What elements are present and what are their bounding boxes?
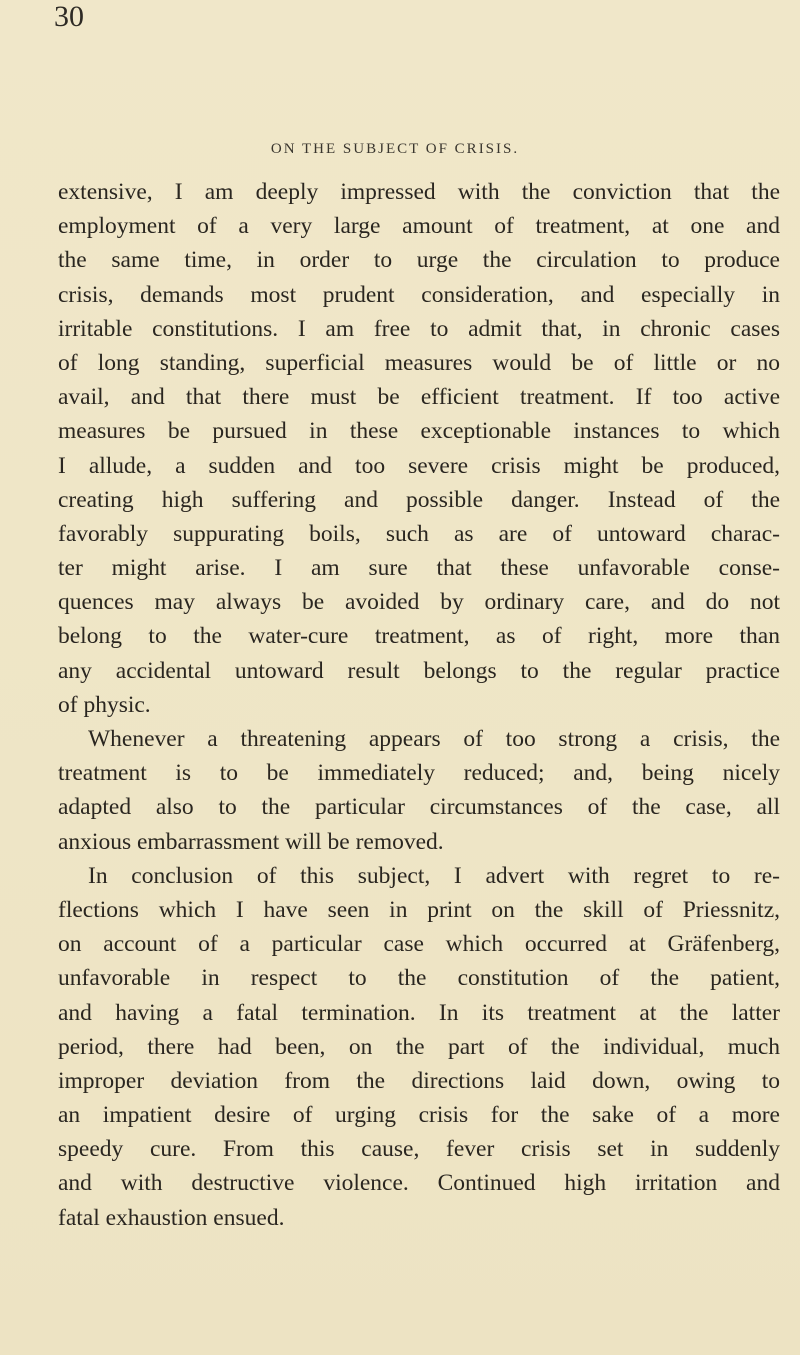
text-line: measures be pursued in these exceptionable instances to which [58,418,780,445]
text-line: In conclusion of this subject, I advert with regret to re- [88,862,780,889]
text-line: speedy cure. From this cause, fever crisis set in suddenly [58,1136,780,1163]
text-line: flections which I have seen in print on the skill of Priessnitz, [58,896,780,923]
text-line: anxious embarrassment will be removed. [58,828,444,855]
text-line: creating high suffering and possible danger. Instead of the [58,486,780,513]
text-line: on account of a particular case which occurred at Gräfenberg, [58,931,780,958]
text-line: employment of a very large amount of treatment, at one and [58,213,780,240]
text-line: treatment is to be immediately reduced; and, being nicely [58,760,780,787]
text-line: I allude, a sudden and too severe crisis might be produced, [58,452,780,479]
text-line: fatal exhaustion ensued. [58,1204,285,1231]
text-line: improper deviation from the directions laid down, owing to [58,1067,780,1094]
text-line: adapted also to the particular circumstances of the case, all [58,794,780,821]
body-text [58,175,780,1235]
text-line: the same time, in order to urge the circulation to produce [58,247,780,274]
text-line: Whenever a threatening appears of too strong a crisis, the [88,726,780,752]
running-head: ON THE SUBJECT OF CRISIS. [270,141,520,157]
text-line: any accidental untoward result belongs to the regular practice [58,657,780,684]
text-line: unfavorable in respect to the constitution of the patient, [58,965,780,992]
text-line: and having a fatal termination. In its treatment at the latter [58,999,780,1026]
text-line: belong to the water-cure treatment, as of right, more than [58,623,780,650]
text-line: an impatient desire of urging crisis for the sake of a more [58,1102,780,1129]
text-line: avail, and that there must be efficient treatment. If too active [58,384,780,411]
text-line: and with destructive violence. Continued high irritation and [58,1170,780,1197]
page-number: 30 [54,0,84,33]
text-line: irritable constitutions. I am free to admit that, in chronic cases [58,315,780,342]
text-line: ter might arise. I am sure that these unfavorable conse- [58,555,780,582]
text-line: period, there had been, on the part of the individual, much [58,1033,780,1060]
text-line: crisis, demands most prudent consideration, and especially in [58,281,780,308]
text-line: quences may always be avoided by ordinary care, and do not [58,589,780,616]
text-line: of long standing, superficial measures would be of little or no [58,349,780,376]
text-line: of physic. [58,691,151,718]
text-line: extensive, I am deeply impressed with the conviction that the [58,179,780,205]
text-line: favorably suppurating boils, such as are of untoward charac- [58,520,780,547]
